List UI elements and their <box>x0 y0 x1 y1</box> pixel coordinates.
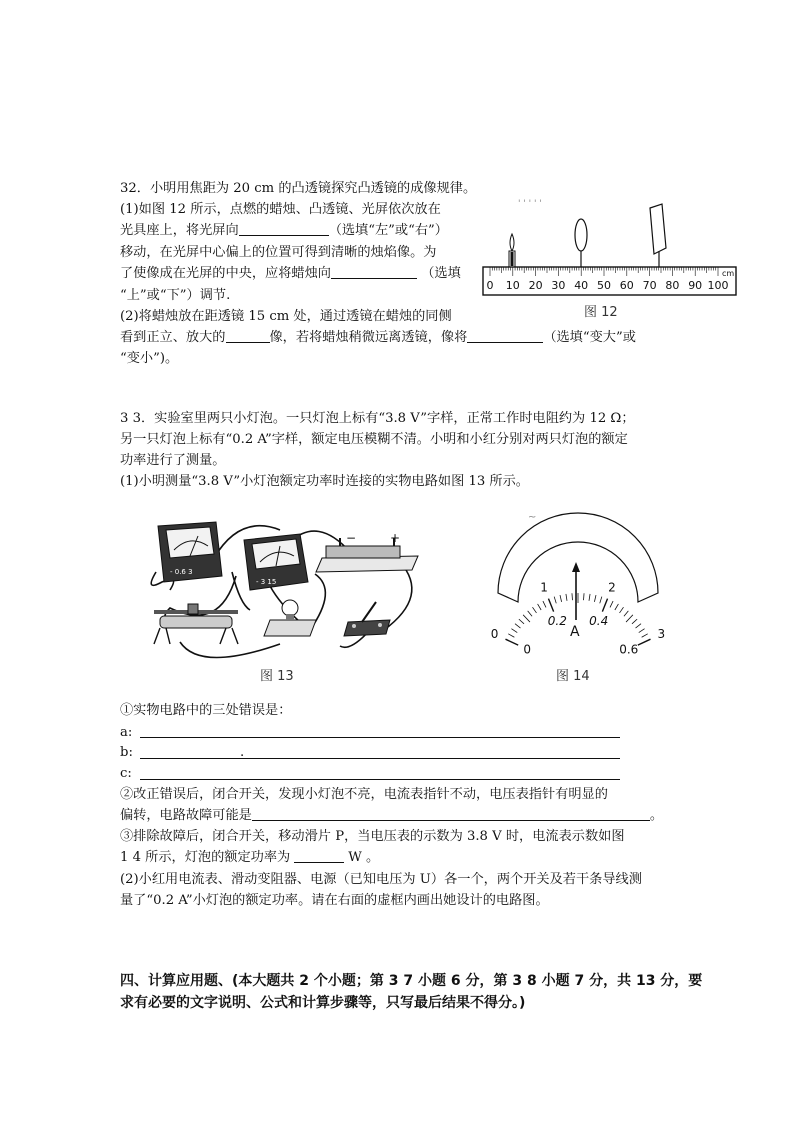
dial-outer-label: 1 <box>540 580 548 595</box>
q32-line-3-end: （选填“左”或“右”） <box>328 223 448 238</box>
figure-14-caption: 图 14 <box>556 669 590 684</box>
dial-tick <box>624 611 628 616</box>
dial-tick <box>636 624 642 628</box>
ruler-tick-label: 10 <box>505 279 520 292</box>
step2-line-2-end: 。 <box>649 808 664 823</box>
q33-line-4: (1)小明测量“3.8 V”小灯泡额定功率时连接的实物电路如图 13 所示。 <box>120 474 529 489</box>
q32-line-7: (2)将蜡烛放在距透镜 15 cm 处，通过透镜在蜡烛的同侧 <box>120 309 452 324</box>
error-b-mark: . <box>240 745 245 760</box>
battery-box-icon <box>316 531 418 572</box>
q33-line-2: 另一只灯泡上标有“0.2 A”字样，额定电压模糊不清。小明和小红分别对两只灯泡的额定 <box>120 432 628 447</box>
dial-inner-labels <box>523 614 638 656</box>
dial-outer-label: 0 <box>490 627 499 642</box>
figure-13 <box>140 512 430 692</box>
ruler-tick-label: 100 <box>707 279 729 292</box>
dial-tick <box>566 594 567 601</box>
figure-12-caption: 图 12 <box>584 305 618 320</box>
q32-line-6: “上”或“下”）调节. <box>120 288 231 303</box>
section-4-heading-line-2: 求有必要的文字说明、公式和计算步骤等，只写最后结果不得分。) <box>120 995 526 1011</box>
dial-tick <box>505 639 518 645</box>
voltmeter-icon <box>158 522 222 582</box>
ruler-tick-label: 60 <box>619 279 634 292</box>
step2-line-1: ②改正错误后，闭合开关，发现小灯泡不亮，电流表指针不动，电压表指针有明显的 <box>120 787 608 802</box>
dial-tick <box>584 593 585 600</box>
dial-tick <box>639 629 645 633</box>
candle-icon <box>509 234 515 267</box>
battery-minus: − <box>346 531 357 545</box>
dial-tick <box>554 597 556 604</box>
answer-blank-fault[interactable] <box>252 806 650 821</box>
figure-14 <box>470 508 680 688</box>
step3-line-2-start: 1 4 所示，灯泡的额定功率为 <box>120 850 291 865</box>
dial-tick <box>519 619 524 624</box>
ruler-tick-label: 40 <box>574 279 589 292</box>
ruler-tick-label: 0 <box>486 279 494 292</box>
ruler-tick-label: 20 <box>528 279 543 292</box>
dial-tick <box>560 595 562 602</box>
fig12-scan-artifact: ' ' ' ' ' <box>518 199 542 209</box>
fig14-scan-artifact: ~ <box>528 512 537 523</box>
dial-tick <box>538 604 542 610</box>
q32-line-5 <box>120 264 461 284</box>
dial-tick <box>602 599 607 612</box>
dial-inner-label: 0.6 <box>619 642 639 657</box>
dial-tick <box>642 634 648 637</box>
convex-lens-icon <box>575 219 587 267</box>
step3-line-2-end: W 。 <box>348 850 380 865</box>
q32-line-4: 移动，在光屏中心偏上的位置可得到清晰的烛焰像。为 <box>120 245 437 260</box>
ruler-tick-label: 70 <box>642 279 657 292</box>
dial-pointer-arrow <box>572 562 580 620</box>
q33-line-1: 3 3．实验室里两只小灯泡。一只灯泡上标有“3.8 V”字样，正常工作时电阻约为 12 Ω； <box>120 411 635 426</box>
q32-line-2: (1)如图 12 所示，点燃的蜡烛、凸透镜、光屏依次放在 <box>120 202 441 217</box>
q32-line-8 <box>120 328 636 348</box>
error-b-label: b: <box>120 745 133 760</box>
dial-tick <box>515 624 521 628</box>
dial-tick <box>511 629 517 633</box>
step2-line-2 <box>120 806 663 826</box>
step3-line-2 <box>120 848 379 868</box>
dial-tick <box>600 597 602 604</box>
q32-line-9: “变小”)。 <box>120 351 179 366</box>
ammeter-icon <box>244 534 308 590</box>
q32-line-5-start: 了使像成在光屏的中央，应将蜡烛向 <box>120 266 331 281</box>
dial-inner-label: 0 <box>523 642 532 657</box>
part2-line-2: 量了“0.2 A”小灯泡的额定功率。请在右面的虚框内画出她设计的电路图。 <box>120 893 549 908</box>
q32-line-5-end: （选填 <box>417 266 461 281</box>
light-screen-icon <box>650 204 666 267</box>
dial-arc-band <box>498 513 658 602</box>
dial-inner-label: 0.4 <box>589 613 609 628</box>
dial-tick <box>528 611 532 616</box>
switch-icon <box>344 602 390 636</box>
ruler-unit: cm <box>722 269 735 278</box>
battery-plus: + <box>390 531 401 545</box>
dial-tick <box>543 601 546 607</box>
answer-blank-power[interactable] <box>294 848 344 863</box>
dial-outer-label: 2 <box>608 580 616 595</box>
part2-line-1: (2)小红用电流表、滑动变阻器、电源（已知电压为 U）各一个，两个开关及若干条导线测 <box>120 872 642 887</box>
ruler-tick-label: 30 <box>551 279 566 292</box>
dial-tick <box>532 607 536 613</box>
dial-tick <box>610 601 613 607</box>
q32-line-8-a: 看到正立、放大的 <box>120 330 226 345</box>
dial-tick <box>638 639 651 645</box>
dial-tick <box>632 619 637 624</box>
ruler-tick-label: 50 <box>597 279 611 292</box>
dial-tick <box>508 634 514 637</box>
error-c-blank[interactable] <box>140 779 620 780</box>
q32-line-3 <box>120 221 448 241</box>
ruler-tick-label: 80 <box>665 279 680 292</box>
answer-blank-direction[interactable] <box>239 221 329 236</box>
error-a-label: a: <box>120 725 133 740</box>
q32-line-8-b: 像，若将蜡烛稍微远离透镜，像将 <box>269 330 468 345</box>
meter1-terminals: - 0.6 3 <box>170 568 193 576</box>
ruler-tick-label: 90 <box>688 279 703 292</box>
q33-line-3: 功率进行了测量。 <box>120 453 226 468</box>
lamp-icon <box>264 600 316 636</box>
rheostat-icon <box>154 604 238 644</box>
dial-tick <box>589 594 590 601</box>
dial-tick <box>523 615 530 622</box>
q32-line-3-start: 光具座上，将光屏向 <box>120 223 239 238</box>
answer-blank-image-size[interactable] <box>467 328 543 343</box>
dial-tick <box>594 595 596 602</box>
dial-tick <box>620 607 624 613</box>
error-c-label: c: <box>120 766 132 781</box>
error-a-blank[interactable] <box>140 737 620 738</box>
q32-line-8-c: （选填“变大”或 <box>543 330 636 345</box>
q32-line-1: 32．小明用焦距为 20 cm 的凸透镜探究凸透镜的成像规律。 <box>120 181 477 196</box>
dial-tick <box>548 599 553 612</box>
meter2-terminals: - 3 15 <box>256 578 277 586</box>
dial-tick <box>626 615 633 622</box>
answer-blank-candle[interactable] <box>331 264 417 279</box>
dial-tick <box>615 604 619 610</box>
error-b-blank[interactable] <box>140 758 620 759</box>
step2-line-2-start: 偏转，电路故障可能是 <box>120 808 252 823</box>
dial-tick <box>572 593 573 600</box>
dial-unit-label: A <box>570 624 580 640</box>
section-4-heading-line-1: 四、计算应用题、(本大题共 2 个小题；第 3 7 小题 6 分，第 3 8 小题 7 分，共 13 分，要 <box>120 973 703 989</box>
figure-13-caption: 图 13 <box>260 669 294 684</box>
errors-title: ①实物电路中的三处错误是： <box>120 703 292 718</box>
dial-outer-label: 3 <box>657 627 666 642</box>
answer-blank-image-type[interactable] <box>226 328 270 343</box>
figure-12 <box>478 188 738 328</box>
step3-line-1: ③排除故障后，闭合开关，移动滑片 P，当电压表的示数为 3.8 V 时，电流表示数如图 <box>120 829 625 844</box>
dial-inner-label: 0.2 <box>547 613 567 628</box>
